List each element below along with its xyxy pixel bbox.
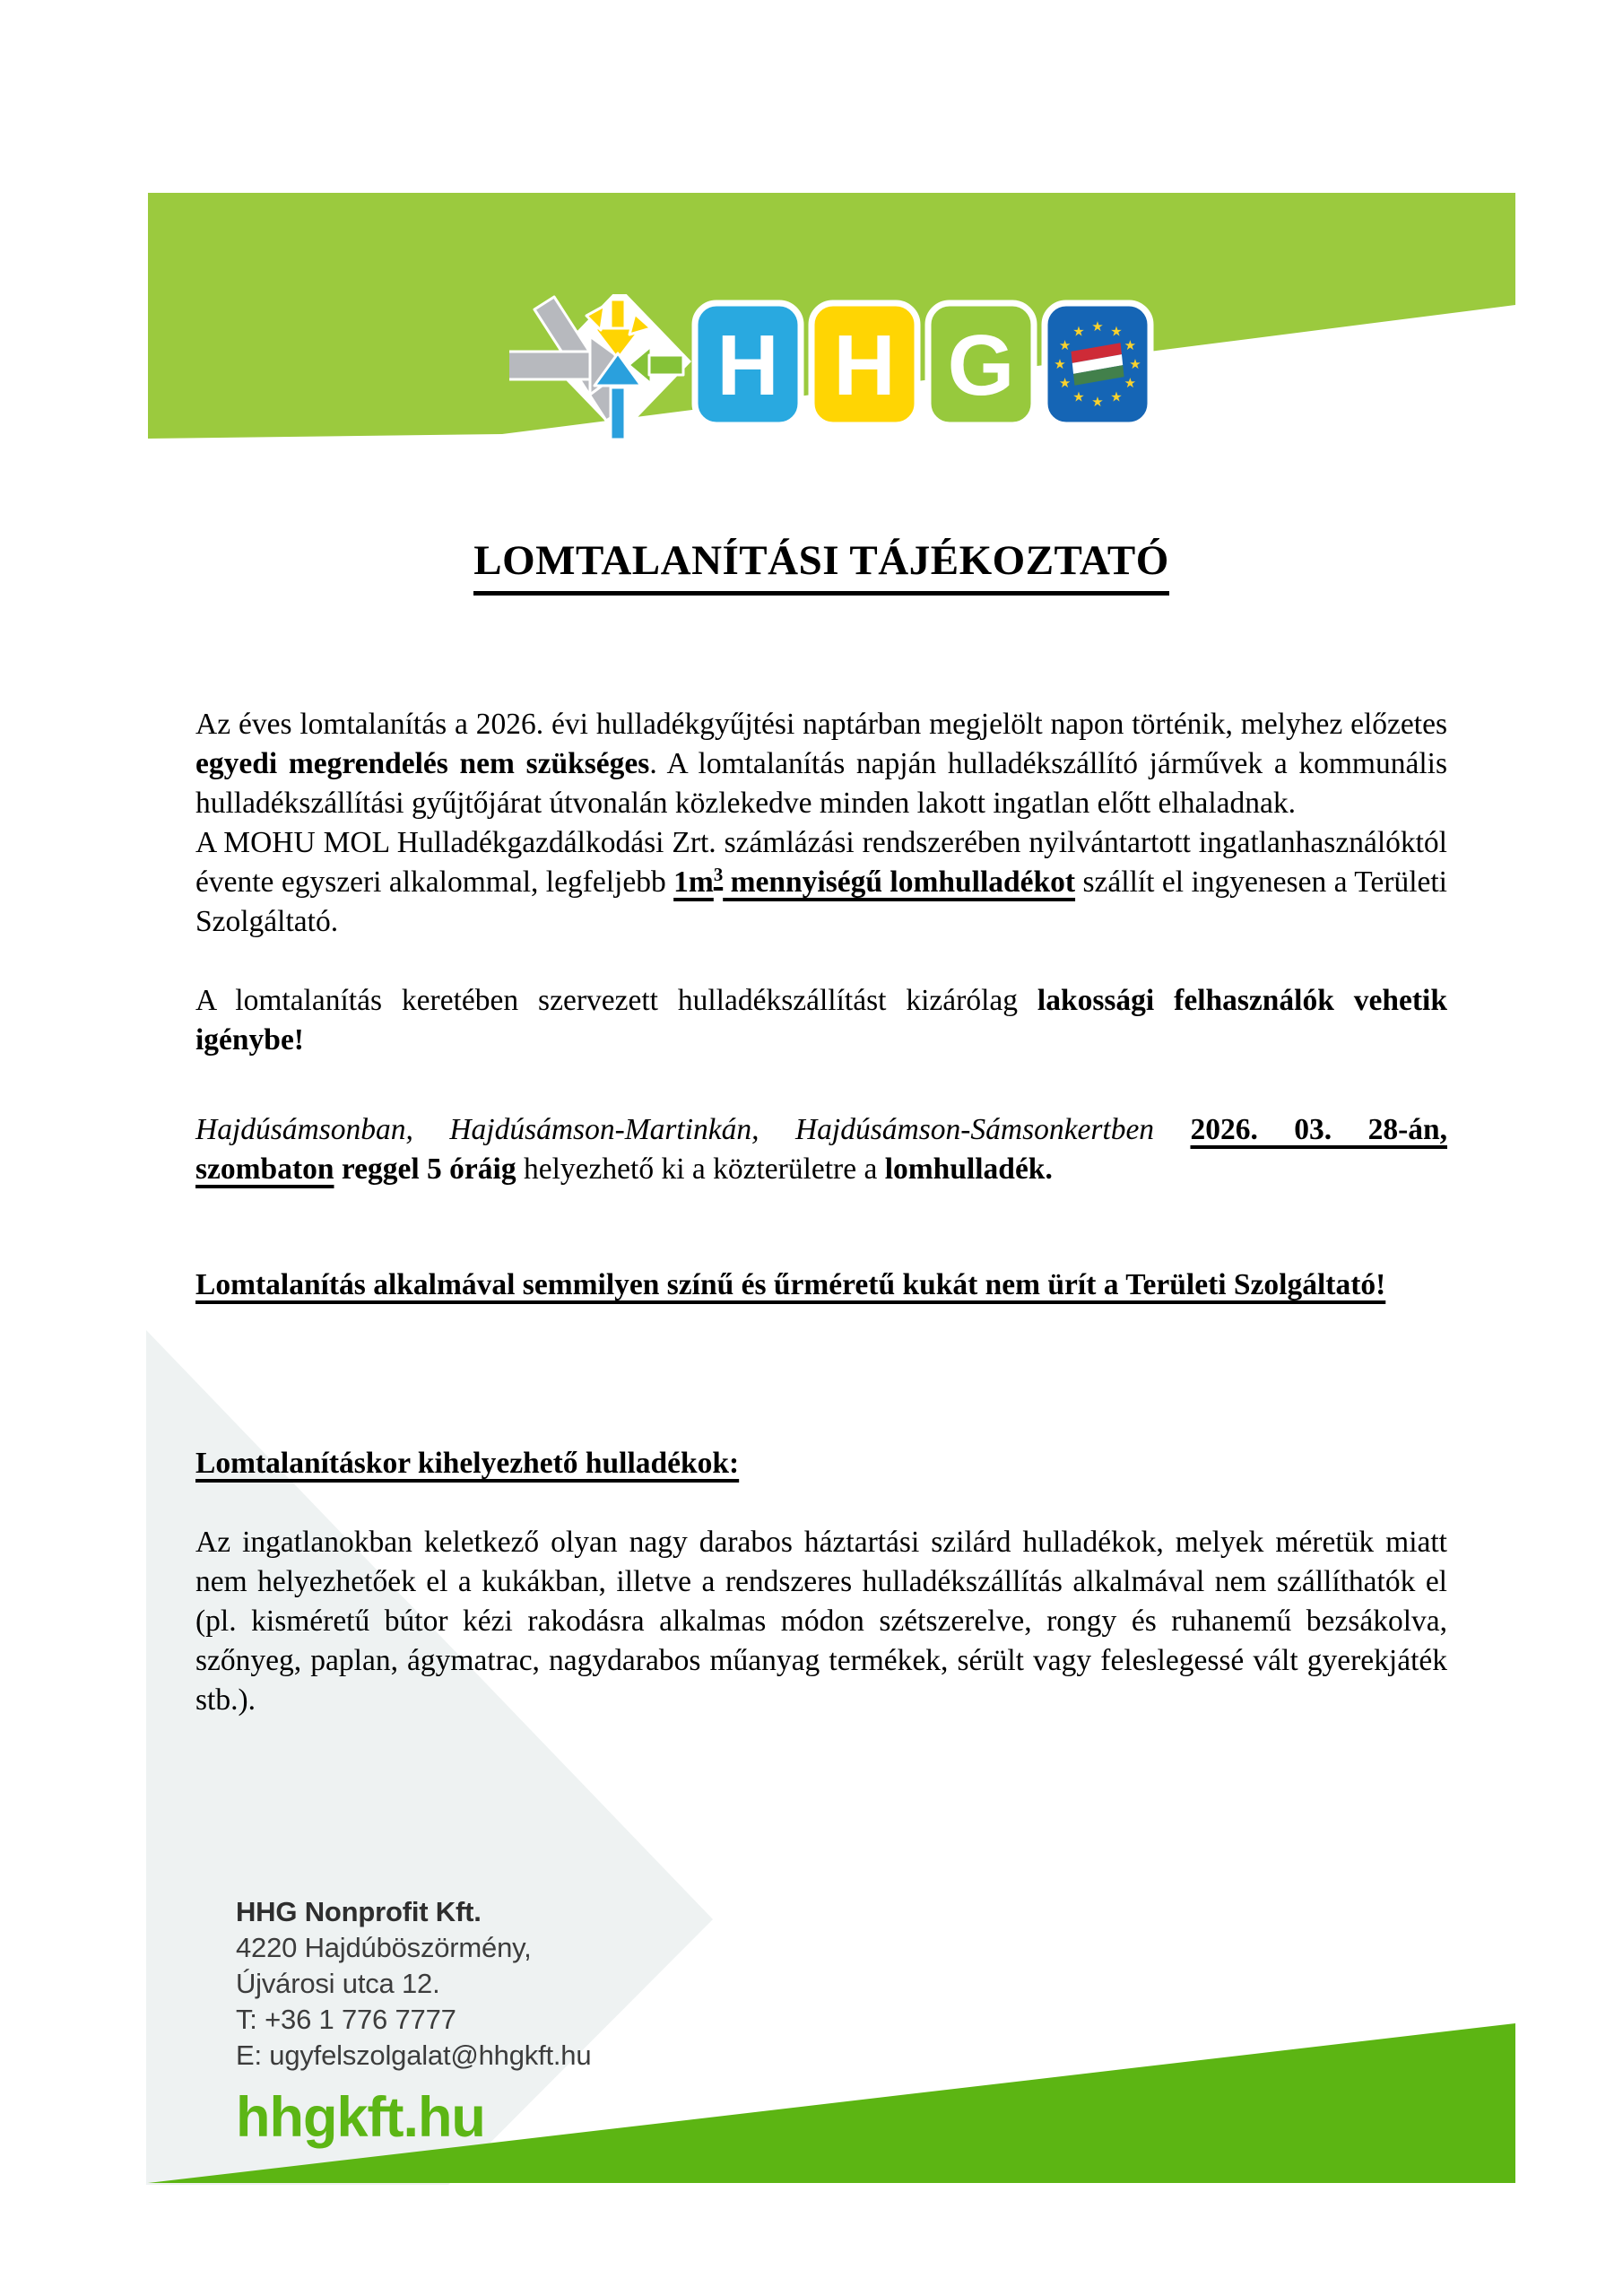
paragraph-residents: A lomtalanítás keretében szervezett hulladékszállítást kizárólag lakossági felhasználók vehetik igénybe! xyxy=(195,984,1447,1057)
paragraph-date: Hajdúsámsonban, Hajdúsámson-Martinkán, Hajdúsámson-Sámsonkertben 2026. 03. 28-án, szombaton reggel 5 óráig helyezhető ki a közterületre a lomhulladék. xyxy=(195,1113,1447,1186)
company-name: HHG Nonprofit Kft. xyxy=(236,1896,482,1927)
document-body xyxy=(195,502,1447,1720)
svg-text:★: ★ xyxy=(1058,375,1072,391)
page-title: LOMTALANÍTÁSI TÁJÉKOZTATÓ xyxy=(473,536,1169,596)
heading-placeable-waste: Lomtalanításkor kihelyezhető hulladékok: xyxy=(195,1447,740,1480)
logo-mark xyxy=(509,294,691,439)
svg-text:★: ★ xyxy=(1110,323,1123,340)
svg-text:★: ★ xyxy=(1091,394,1104,410)
svg-text:★: ★ xyxy=(1058,337,1072,353)
svg-text:★: ★ xyxy=(1054,356,1066,372)
tile-letter-1: H xyxy=(716,317,779,413)
svg-text:★: ★ xyxy=(1091,318,1104,335)
tile-letter-3: G xyxy=(947,317,1015,413)
phone-line: T: +36 1 776 7777 xyxy=(236,2004,456,2035)
tile-letter-2: H xyxy=(833,317,896,413)
svg-text:★: ★ xyxy=(1124,337,1137,353)
paragraph-intro: Az éves lomtalanítás a 2026. évi hulladékgyűjtési naptárban megjelölt napon történik, melyhez előzetes egyedi megrendelés nem szükséges. A lomtalanítás napján hulladékszállító járművek a kommunális hulladékszállítási gyűjtőjárat útvonalán közlekedve minden lakott ingatlan előtt elhaladnak. xyxy=(195,708,1447,820)
svg-text:★: ★ xyxy=(1110,388,1123,405)
footer-contact-block xyxy=(236,1894,592,2149)
website-text: hhgkft.hu xyxy=(236,2086,485,2149)
svg-text:★: ★ xyxy=(1072,388,1085,405)
hhg-logo xyxy=(509,294,1155,447)
email-line: E: ugyfelszolgalat@hhgkft.hu xyxy=(236,2039,592,2071)
address-line-2: Újvárosi utca 12. xyxy=(236,1968,440,1999)
heading-no-bins: Lomtalanítás alkalmával semmilyen színű és űrméretű kukát nem ürít a Területi Szolgáltató! xyxy=(195,1268,1386,1301)
paragraph-waste-description: Az ingatlanokban keletkező olyan nagy darabos háztartási szilárd hulladékok, melyek méretük miatt nem helyezhetőek el a kukákban, illetve a rendszeres hulladékszállítás alkalmával nem szállíthatók el (pl. kisméretű bútor kézi rakodásra alkalmas módon szétszerelve, rongy és ruhanemű bezsákolva, szőnyeg, paplan, ágymatrac, nagydarabos műanyag termékek, sérült vagy feleslegessé vált gyerekjáték stb.). xyxy=(195,1526,1447,1717)
paragraph-mohu: A MOHU MOL Hulladékgazdálkodási Zrt. számlázási rendszerében nyilvántartott ingatlanhasználóktól évente egyszeri alkalommal, legfeljebb $1m^3$ mennyiségű lomhulladékot szállít el ingyenesen a Területi Szolgáltató. xyxy=(195,826,1447,938)
svg-text:★: ★ xyxy=(1124,375,1137,391)
address-line-1: 4220 Hajdúböszörmény, xyxy=(236,1932,532,1963)
svg-text:★: ★ xyxy=(1072,323,1085,340)
svg-text:★: ★ xyxy=(1129,356,1141,372)
